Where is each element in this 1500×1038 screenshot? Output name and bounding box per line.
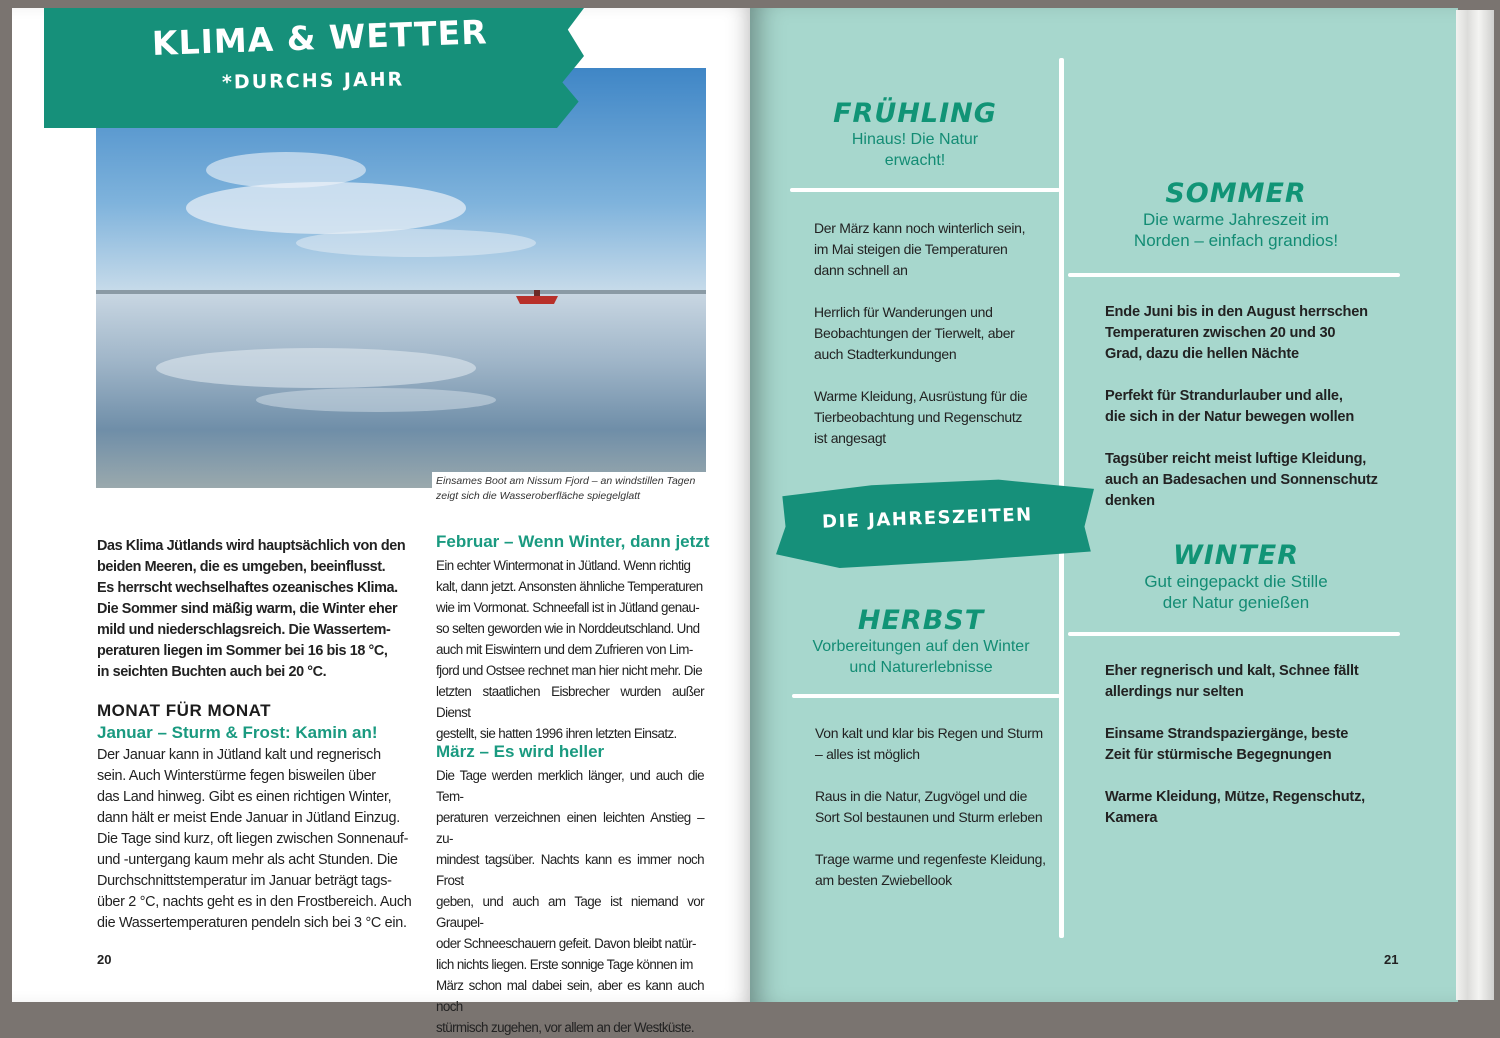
season-name: SOMMER: [1165, 178, 1307, 209]
divider-winter: [1068, 632, 1400, 636]
text-line: sein. Auch Winterstürme fegen bisweilen über: [97, 768, 376, 784]
season-tagline: [800, 129, 1030, 171]
herbst-item: [815, 849, 1051, 891]
januar-body: [97, 745, 417, 934]
text-line: lich nichts liegen. Erste sonnige Tage können im: [436, 957, 693, 972]
text-line: so selten geworden wie in Norddeutschland. Und: [436, 621, 700, 636]
item-line: Tagsüber reicht meist luftige Kleidung,: [1105, 451, 1367, 467]
text-line: wie im Vormonat. Schneefall ist in Jütland genau-: [436, 600, 700, 615]
item-line: Warme Kleidung, Mütze, Regenschutz,: [1105, 789, 1366, 805]
text-line: peraturen liegen im Sommer bei 16 bis 18 °C,: [97, 643, 388, 659]
item-line: die sich in der Natur bewegen wollen: [1105, 409, 1355, 425]
text-line: Es herrscht wechselhaftes ozeanisches Klima.: [97, 580, 398, 596]
season-sommer: [1086, 178, 1386, 251]
page-subtitle: *DURCHS JAHR: [221, 68, 405, 94]
item-line: Von kalt und klar bis Regen und Sturm: [815, 725, 1043, 741]
text-line: Die Sommer sind mäßig warm, die Winter eher: [97, 601, 398, 617]
item-line: Perfekt für Strandurlauber und alle,: [1105, 388, 1343, 404]
item-line: ist angesagt: [814, 430, 886, 446]
item-line: dann schnell an: [814, 262, 908, 278]
item-line: – alles ist möglich: [815, 746, 920, 762]
fruehling-item: [814, 218, 1044, 281]
item-line: Temperaturen zwischen 20 und 30: [1105, 325, 1336, 341]
divider-herbst: [792, 694, 1060, 698]
tagline-line: Gut eingepackt die Stille: [1144, 572, 1328, 591]
item-line: Kamera: [1105, 810, 1158, 826]
text-line: kalt, dann jetzt. Ansonsten ähnliche Temperaturen: [436, 579, 703, 594]
text-line: letzten staatlichen Eisbrecher wurden außer Dienst: [436, 684, 704, 720]
item-line: allerdings nur selten: [1105, 684, 1244, 700]
maerz-heading: März – Es wird heller: [436, 742, 605, 761]
text-line: und -untergang kaum mehr als acht Stunden. Die: [97, 852, 398, 868]
januar-heading: Januar – Sturm & Frost: Kamin an!: [97, 723, 378, 742]
season-fruehling: [800, 98, 1030, 171]
text-line: das Land hinweg. Gibt es einen richtigen Winter,: [97, 789, 392, 805]
text-line: geben, und auch am Tage ist niemand vor Graupel-: [436, 894, 704, 930]
tagline-line: der Natur genießen: [1162, 593, 1310, 612]
tagline-line: erwacht!: [884, 152, 946, 169]
text-line: Das Klima Jütlands wird hauptsächlich von den: [97, 538, 406, 554]
text-line: über 2 °C, nachts geht es in den Frostbereich. Auch: [97, 894, 412, 910]
item-line: Grad, dazu die hellen Nächte: [1105, 346, 1299, 362]
item-line: im Mai steigen die Temperaturen: [814, 241, 1008, 257]
tagline-line: Vorbereitungen auf den Winter: [812, 638, 1030, 655]
photo-caption: [432, 472, 706, 510]
item-line: Herrlich für Wanderungen und: [814, 304, 993, 320]
text-line: in seichten Buchten auch bei 20 °C.: [97, 664, 327, 680]
season-tagline: [1086, 209, 1386, 251]
item-line: Sort Sol bestaunen und Sturm erleben: [815, 809, 1043, 825]
season-tagline: [1098, 571, 1374, 613]
page-number-right: 21: [1384, 952, 1399, 967]
text-line: Die Tage sind kurz, oft liegen zwischen Sonnenauf-: [97, 831, 409, 847]
text-line: Die Tage werden merklich länger, und auch die Tem-: [436, 768, 704, 804]
page-number-left: 20: [97, 952, 112, 967]
text-line: fjord und Ostsee rechnet man hier nicht mehr. Die: [436, 663, 703, 678]
item-line: Trage warme und regenfeste Kleidung,: [815, 851, 1046, 867]
text-line: dann hält er meist Ende Januar in Jütland Einzug.: [97, 810, 400, 826]
item-line: auch Stadterkundungen: [814, 346, 957, 362]
page-edge: [1456, 10, 1494, 1000]
tagline-line: und Naturerlebnisse: [849, 659, 993, 676]
jahreszeiten-label: DIE JAHRESZEITEN: [821, 504, 1034, 533]
winter-item: [1105, 724, 1395, 766]
sommer-item: [1105, 386, 1395, 428]
item-line: Warme Kleidung, Ausrüstung für die: [814, 388, 1028, 404]
season-winter: [1098, 540, 1374, 613]
item-line: Ende Juni bis in den August herrschen: [1105, 304, 1368, 320]
item-line: Beobachtungen der Tierwelt, aber: [814, 325, 1015, 341]
tagline-line: Die warme Jahreszeit im: [1142, 210, 1330, 229]
sommer-item: [1105, 449, 1395, 512]
item-line: Einsame Strandspaziergänge, beste: [1105, 726, 1349, 742]
item-line: auch an Badesachen und Sonnenschutz: [1105, 472, 1378, 488]
caption-line: Einsames Boot am Nissum Fjord – an windstillen Tagen: [436, 475, 696, 487]
season-name: WINTER: [1172, 540, 1300, 571]
fjord-photo: [96, 68, 706, 488]
divider-sommer: [1068, 273, 1400, 277]
item-line: Raus in die Natur, Zugvögel und die: [815, 788, 1028, 804]
winter-item: [1105, 787, 1395, 829]
text-line: Der Januar kann in Jütland kalt und regnerisch: [97, 747, 381, 763]
item-line: Zeit für stürmische Begegnungen: [1105, 747, 1332, 763]
herbst-item: [815, 723, 1051, 765]
divider-fruehling: [790, 188, 1060, 192]
fruehling-item: [814, 386, 1044, 449]
tagline-line: Hinaus! Die Natur: [851, 131, 979, 148]
text-line: mild und niederschlagsreich. Die Wassertem-: [97, 622, 391, 638]
text-line: stürmisch zugehen, vor allem an der Westküste.: [436, 1020, 694, 1035]
season-herbst: [796, 605, 1046, 678]
season-name: HERBST: [857, 605, 985, 636]
text-line: beiden Meeren, die es umgeben, beeinflusst.: [97, 559, 386, 575]
sommer-item: [1105, 302, 1395, 365]
februar-heading: Februar – Wenn Winter, dann jetzt: [436, 532, 710, 551]
text-line: mindest tagsüber. Nachts kann es immer noch Frost: [436, 852, 704, 888]
tagline-line: Norden – einfach grandios!: [1133, 231, 1339, 250]
item-line: Eher regnerisch und kalt, Schnee fällt: [1105, 663, 1359, 679]
fruehling-item: [814, 302, 1044, 365]
item-line: Tierbeobachtung und Regenschutz: [814, 409, 1023, 425]
season-name: FRÜHLING: [833, 98, 997, 129]
februar-body: [436, 555, 704, 744]
text-line: Ein echter Wintermonat in Jütland. Wenn richtig: [436, 558, 691, 573]
text-line: März schon mal dabei sein, aber es kann auch noch: [436, 978, 704, 1014]
text-line: peraturen verzeichnen einen leichten Anstieg – zu-: [436, 810, 704, 846]
maerz-body: [436, 765, 704, 1038]
text-line: Durchschnittstemperatur im Januar beträgt tags-: [97, 873, 392, 889]
item-line: denken: [1105, 493, 1155, 509]
intro-paragraph: [97, 536, 417, 683]
text-line: die Wassertemperaturen pendeln sich bei 3 °C ein.: [97, 915, 407, 931]
monat-heading: MONAT FÜR MONAT: [97, 701, 272, 720]
page-title: KLIMA & WETTER: [151, 12, 489, 63]
text-line: oder Schneeschauern gefeit. Davon bleibt natür-: [436, 936, 696, 951]
item-line: am besten Zwiebellook: [815, 872, 952, 888]
item-line: Der März kann noch winterlich sein,: [814, 220, 1026, 236]
text-line: auch mit Eiswintern und dem Zufrieren von Lim-: [436, 642, 693, 657]
season-tagline: [796, 636, 1046, 678]
herbst-item: [815, 786, 1051, 828]
text-line: gestellt, sie hatten 1996 ihren letzten Einsatz.: [436, 726, 677, 741]
caption-line: zeigt sich die Wasseroberfläche spiegelglatt: [436, 490, 641, 502]
winter-item: [1105, 661, 1395, 703]
